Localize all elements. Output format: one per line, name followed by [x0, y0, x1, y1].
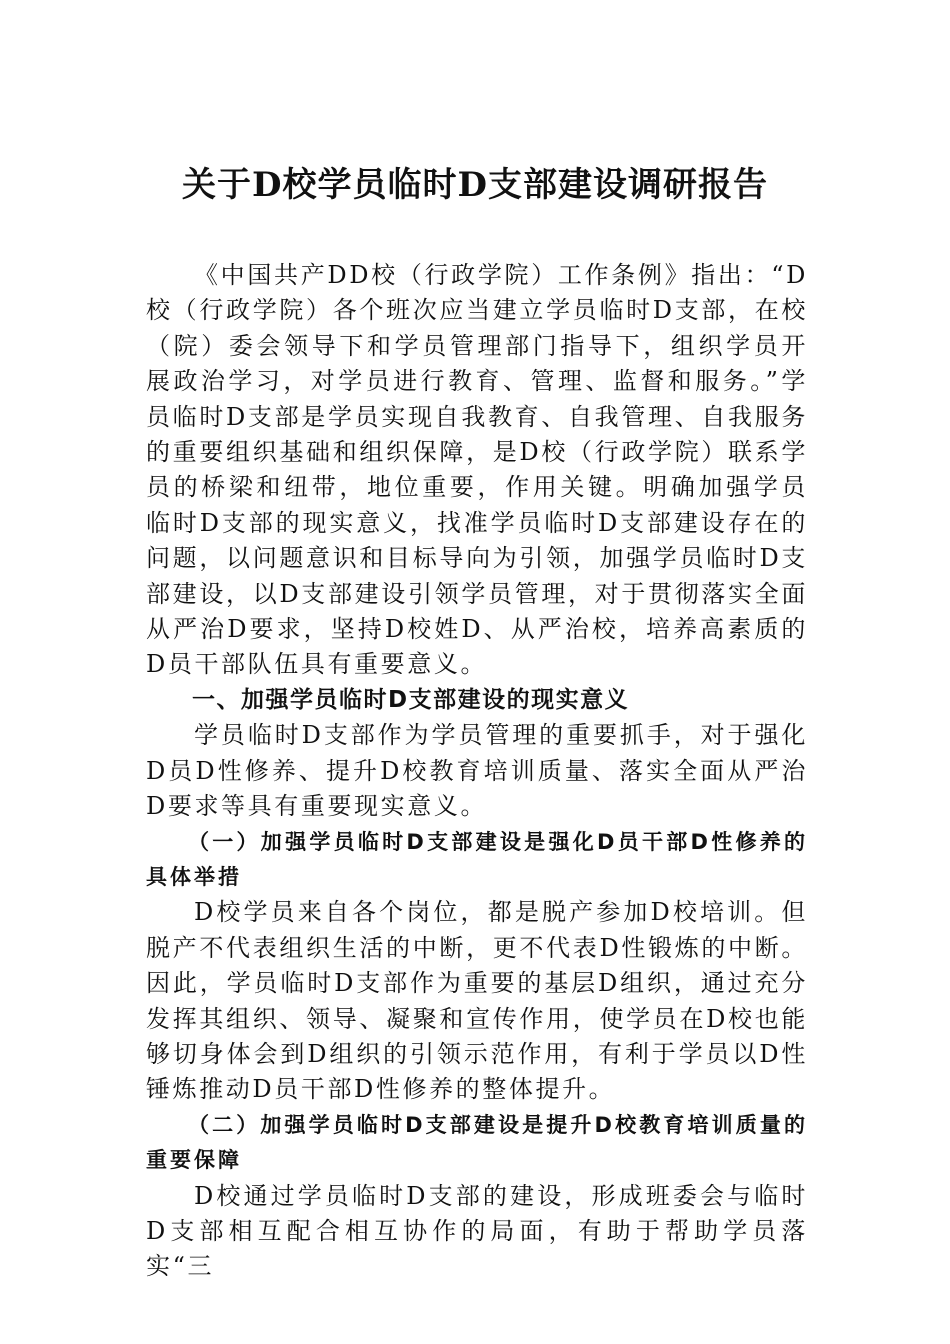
subsection-1-paragraph: D校学员来自各个岗位，都是脱产参加D校培训。但脱产不代表组织生活的中断，更不代表D性锻炼的中断。因此，学员临时D支部作为重要的基层D组织，通过充分发挥其组织、领导、凝聚和宣传作用，使学员在D校也能够切身体会到D组织的引领示范作用，有利于学员以D性锤炼推动D员干部D性修养的整体提升。: [146, 898, 808, 1104]
document-title: 关于D校学员临时D支部建设调研报告: [182, 165, 768, 205]
document-body: [146, 258, 808, 1285]
subsection-heading-2: （二）加强学员临时D支部建设是提升D校教育培训质量的重要保障: [146, 1112, 808, 1173]
section-heading-1: 一、加强学员临时D支部建设的现实意义: [192, 686, 630, 713]
subsection-heading-1: （一）加强学员临时D支部建设是强化D员干部D性修养的具体举措: [146, 829, 808, 889]
section-1-paragraph: 学员临时D支部作为学员管理的重要抓手，对于强化D员D性修养、提升D校教育培训质量、落实全面从严治D要求等具有重要现实意义。: [146, 721, 808, 821]
intro-paragraph: 《中国共产DD校（行政学院）工作条例》指出：“D校（行政学院）各个班次应当建立学员临时D支部，在校（院）委会领导下和学员管理部门指导下，组织学员开展政治学习，对学员进行教育、管理、监督和服务。”学员临时D支部是学员实现自我教育、自我管理、自我服务的重要组织基础和组织保障，是D校（行政学院）联系学员的桥梁和纽带，地位重要，作用关键。明确加强学员临时D支部的现实意义，找准学员临时D支部建设存在的问题，以问题意识和目标导向为引领，加强学员临时D支部建设，以D支部建设引领学员管理，对于贯彻落实全面从严治D要求，坚持D校姓D、从严治校，培养高素质的D员干部队伍具有重要意义。: [146, 261, 808, 679]
subsection-2-paragraph: D校通过学员临时D支部的建设，形成班委会与临时D支部相互配合相互协作的局面，有助于帮助学员落实“三: [146, 1181, 808, 1281]
